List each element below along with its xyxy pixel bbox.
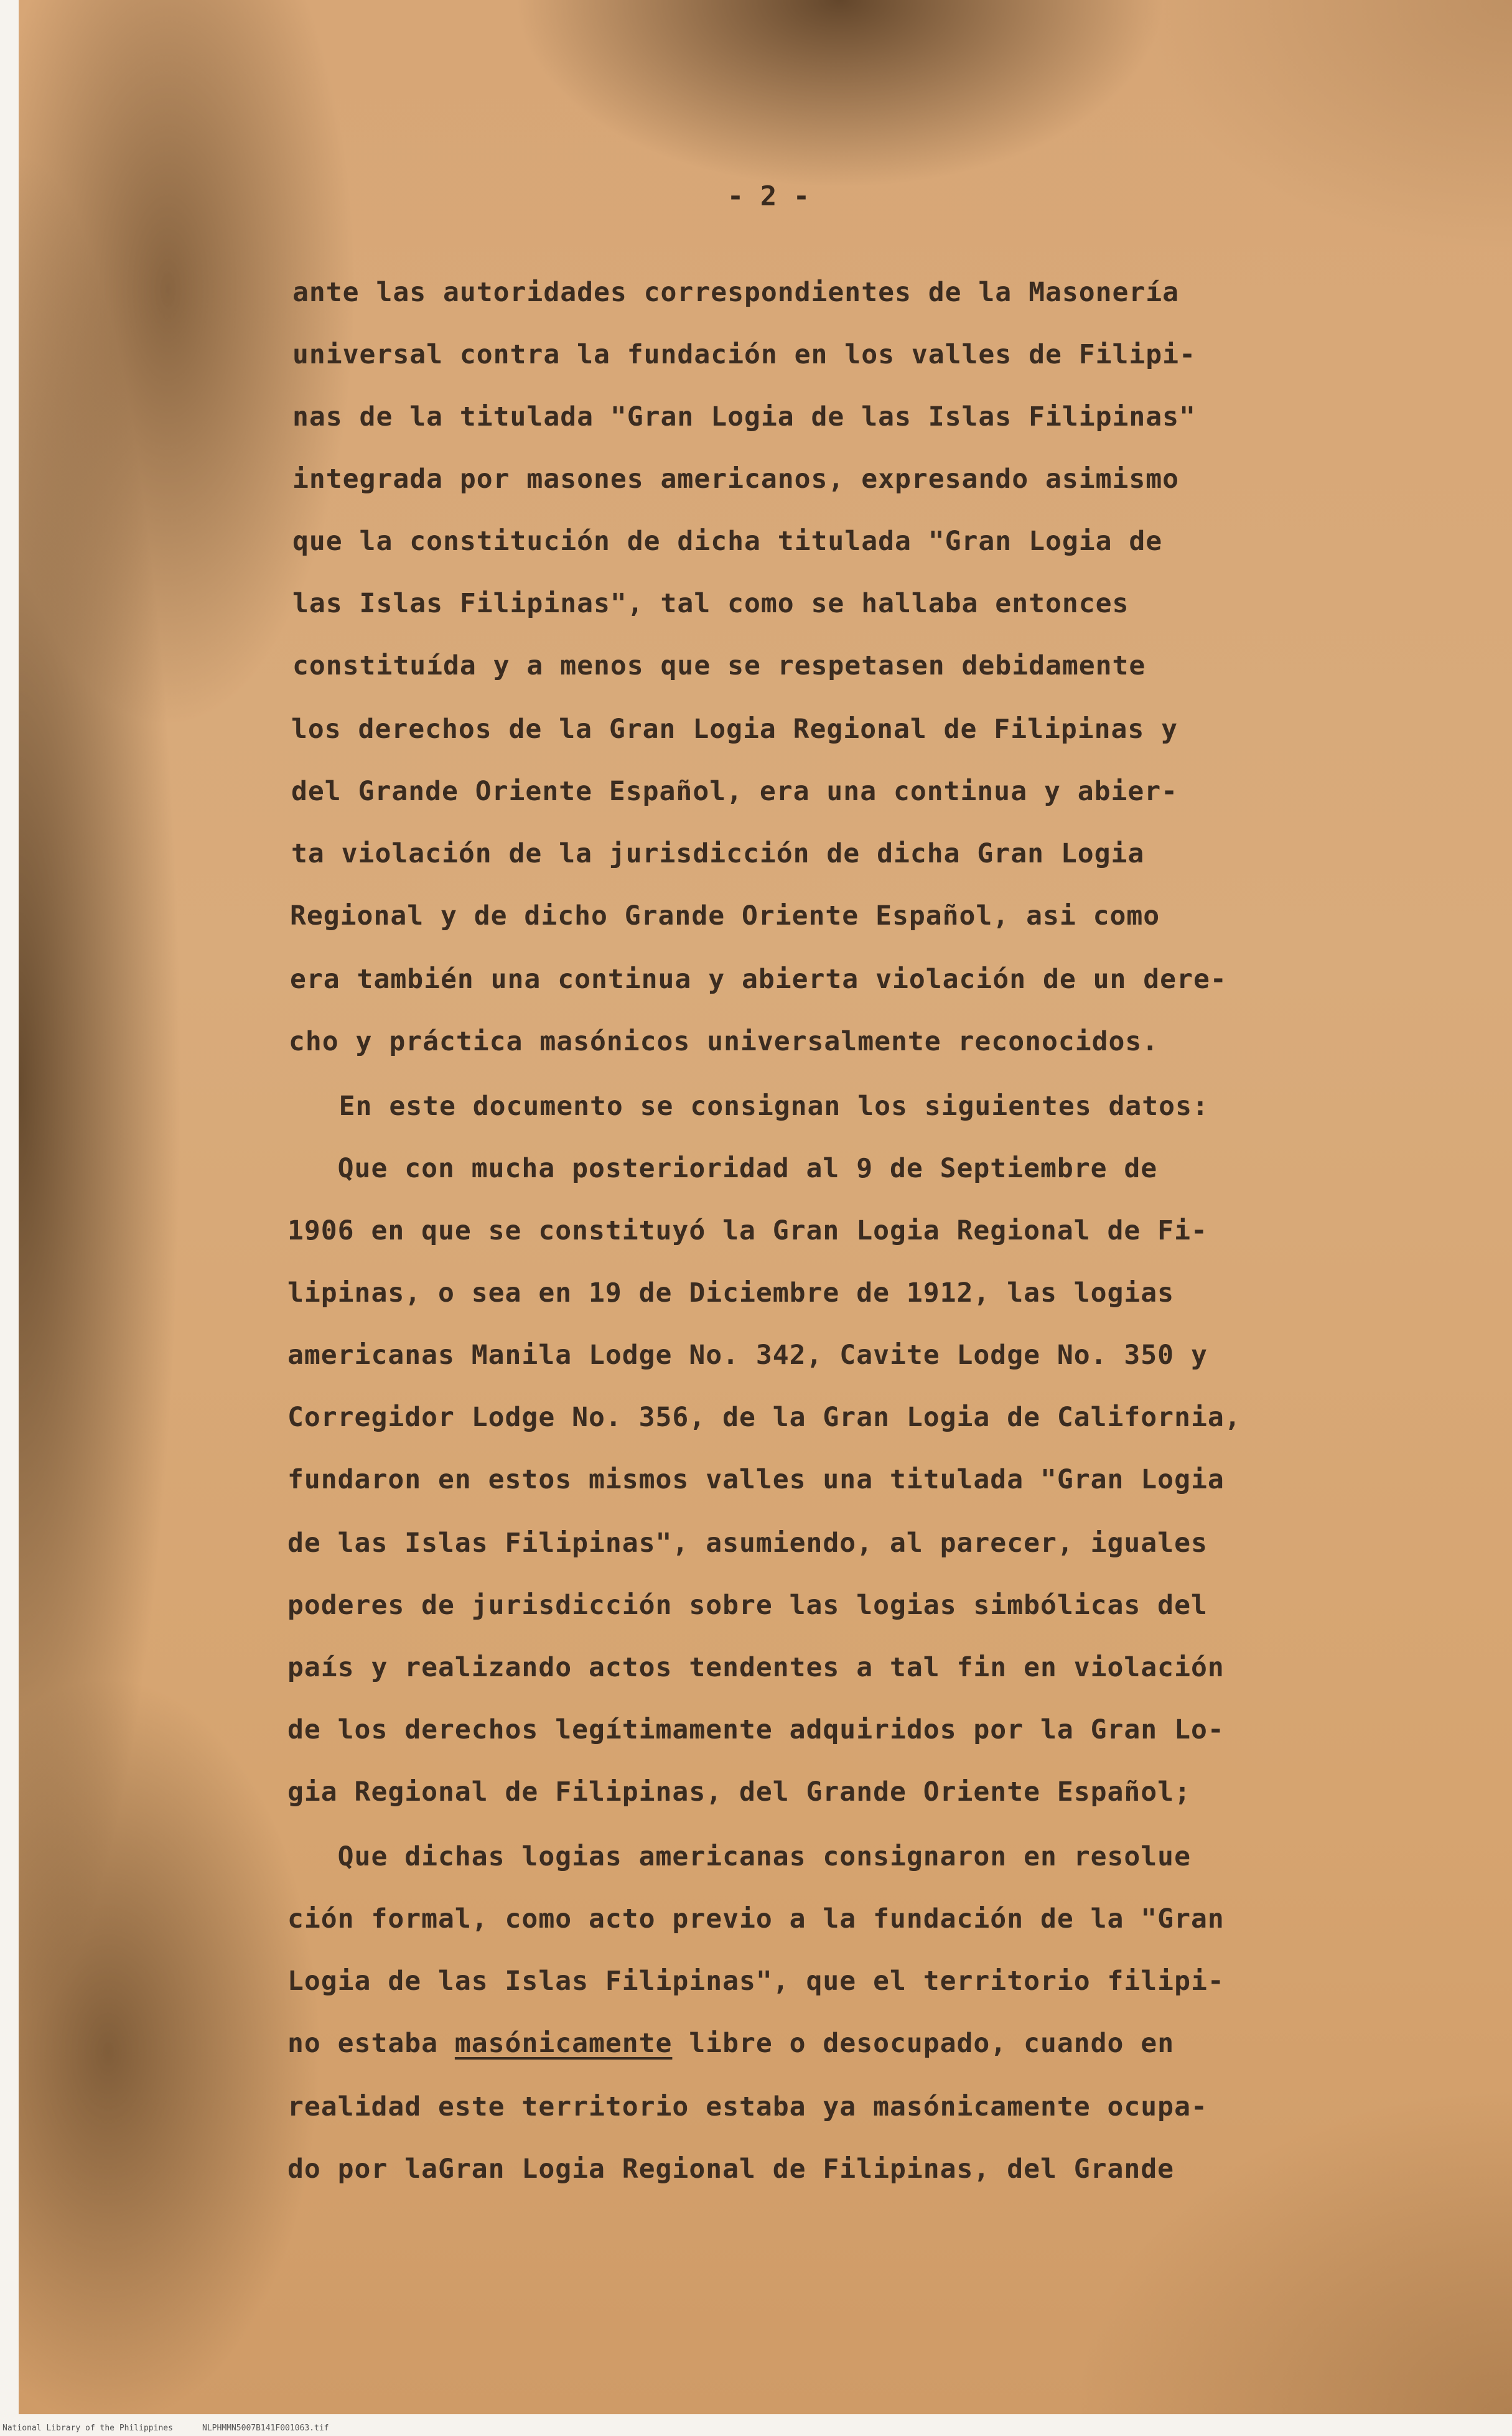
text-line: 1906 en que se constituyó la Gran Logia Regional de Fi-	[287, 1215, 1208, 1246]
text-line: ta violación de la jurisdicción de dicha Gran Logia	[291, 838, 1145, 869]
text-line: Que dichas logias americanas consignaron en resolue	[287, 1841, 1191, 1872]
text-line: americanas Manila Lodge No. 342, Cavite Lodge No. 350 y	[287, 1340, 1208, 1371]
text-line: universal contra la fundación en los valles de Filipi-	[292, 339, 1196, 370]
text-line: Regional y de dicho Grande Oriente Español, asi como	[290, 900, 1160, 931]
text-line: constituída y a menos que se respetasen debidamente	[292, 650, 1146, 681]
text-line: do por laGran Logia Regional de Filipinas, del Grande	[287, 2154, 1175, 2185]
text-line: Logia de las Islas Filipinas", que el territorio filipi-	[287, 1966, 1225, 1997]
text-line: lipinas, o sea en 19 de Diciembre de 1912, las logias	[287, 1277, 1175, 1309]
text-line: Corregidor Lodge No. 356, de la Gran Logia de California,	[287, 1402, 1241, 1433]
text-line: del Grande Oriente Español, era una continua y abier-	[291, 776, 1178, 807]
text-line: integrada por masones americanos, expresando asimismo	[292, 464, 1180, 495]
text-line: realidad este territorio estaba ya masónicamente ocupa-	[287, 2091, 1208, 2122]
text-line: ción formal, como acto previo a la fundación de la "Gran	[287, 1903, 1225, 1934]
text-line: país y realizando actos tendentes a tal fin en violación	[287, 1652, 1225, 1683]
text-line: cho y práctica masónicos universalmente reconocidos.	[289, 1026, 1159, 1057]
line-text-end: libre o desocupado, cuando en	[672, 2028, 1175, 2059]
text-line: gia Regional de Filipinas, del Grande Oriente Español;	[287, 1776, 1191, 1808]
footer	[0, 2422, 1512, 2436]
text-line: era también una continua y abierta violación de un dere-	[290, 964, 1227, 995]
footer-library: National Library of the Philippines	[2, 2424, 173, 2433]
text-line: las Islas Filipinas", tal como se hallaba entonces	[292, 588, 1129, 619]
text-line: nas de la titulada "Gran Logia de las Islas Filipinas"	[292, 401, 1196, 432]
text-line: de las Islas Filipinas", asumiendo, al parecer, iguales	[287, 1528, 1208, 1559]
text-line: que la constitución de dicha titulada "Gran Logia de	[292, 526, 1163, 557]
document-page	[19, 0, 1512, 2414]
text-line	[287, 2025, 1174, 2062]
text-line: ante las autoridades correspondientes de la Masonería	[292, 277, 1180, 308]
text-line: En este documento se consignan los siguientes datos:	[289, 1091, 1209, 1122]
text-line: Que con mucha posterioridad al 9 de Septiembre de	[287, 1153, 1158, 1184]
underlined-word: masónicamente	[454, 2028, 673, 2059]
text-line: poderes de jurisdicción sobre las logias simbólicas del	[287, 1590, 1208, 1621]
text-line: fundaron en estos mismos valles una titulada "Gran Logia	[287, 1464, 1225, 1495]
text-line: los derechos de la Gran Logia Regional de Filipinas y	[291, 714, 1178, 745]
page-number: - 2 -	[727, 180, 810, 212]
line-text-start: no estaba	[287, 2028, 455, 2059]
text-line: de los derechos legítimamente adquiridos por la Gran Lo-	[287, 1714, 1225, 1745]
footer-filename: NLPHMMN5007B141F001063.tif	[202, 2424, 329, 2433]
